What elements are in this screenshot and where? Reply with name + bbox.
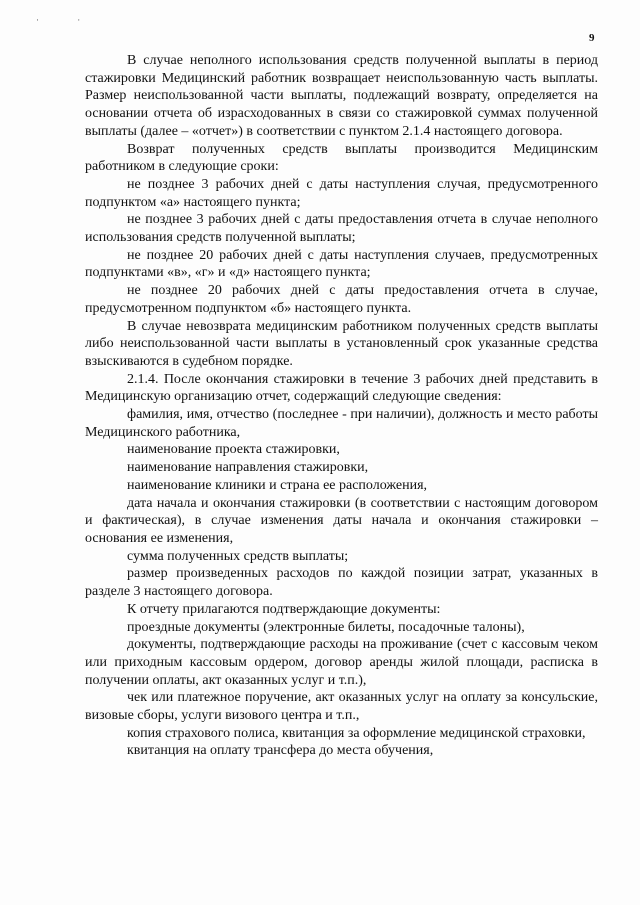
attachment-housing: документы, подтверждающие расходы на проживание (счет с кассовым чеком или приходным кассовым ордером, договор аренды жилой площади, расписка в получении оплаты, акт оказанных услуг и т.п.),: [85, 637, 598, 688]
attachment-insurance: копия страхового полиса, квитанция за оформление медицинской страховки,: [127, 725, 586, 741]
term-item-vgd: не позднее 20 рабочих дней с даты наступления случаев, предусмотренных подпунктами «в», «г» и «д» настоящего пункта;: [85, 247, 598, 281]
term-item-report: не позднее 3 рабочих дней с даты предоставления отчета в случае неполного использования средств полученной выплаты;: [85, 212, 598, 246]
report-item-clinic: наименование клиники и страна ее расположения,: [127, 477, 428, 493]
report-item-dates: дата начала и окончания стажировки (в соответствии с настоящим договором и фактическая), в случае изменения даты начала и окончания стажировки – основания ее изменения,: [85, 495, 598, 546]
report-item-sum: сумма полученных средств выплаты;: [127, 548, 349, 564]
report-item-expenses: размер произведенных расходов по каждой позиции затрат, указанных в разделе 3 настоящего договора.: [85, 566, 598, 600]
attachment-visa: чек или платежное поручение, акт оказанных услуг на оплату за консульские, визовые сборы, услуги визового центра и т.п.,: [85, 690, 598, 724]
clause-2-1-4: 2.1.4. После окончания стажировки в течение 3 рабочих дней представить в Медицинскую организацию отчет, содержащий следующие сведения:: [85, 371, 598, 405]
attachment-tickets: проездные документы (электронные билеты, посадочные талоны),: [127, 619, 525, 635]
report-item-name: фамилия, имя, отчество (последнее - при наличии), должность и место работы Медицинского работника,: [85, 407, 598, 440]
attachments-heading: К отчету прилагаются подтверждающие документы:: [127, 601, 441, 617]
paragraph-non-return: В случае невозврата медицинским работником полученных средств выплаты либо неиспользованной части выплаты в установленный срок указанные средства взыскиваются в судебном порядке.: [85, 318, 598, 369]
term-item-a: не позднее 3 рабочих дней с даты наступления случая, предусмотренного подпунктом «а» настоящего пункта;: [85, 176, 598, 210]
document-body: [85, 52, 598, 760]
page-number: 9: [589, 32, 595, 44]
term-item-b: не позднее 20 рабочих дней с даты предоставления отчета в случае, предусмотренном подпунктом «б» настоящего пункта.: [85, 283, 598, 316]
paragraph-return-terms: Возврат полученных средств выплаты производится Медицинским работником в следующие сроки:: [85, 141, 598, 175]
attachment-transfer: квитанция на оплату трансфера до места обучения,: [127, 743, 434, 759]
report-item-project: наименование проекта стажировки,: [127, 442, 340, 458]
report-item-direction: наименование направления стажировки,: [127, 460, 369, 476]
paragraph-partial-use: В случае неполного использования средств полученной выплаты в период стажировки Медицинский работник возвращает неиспользованную часть выплаты. Размер неиспользованной части выплаты, подлежащий возврату, определяется на основании отчета об израсходованных в связи со стажировкой суммах полученной выплаты (далее – «отчет») в соответствии с пунктом 2.1.4 настоящего договора.: [85, 53, 598, 139]
scan-specks: · ·: [36, 15, 99, 25]
